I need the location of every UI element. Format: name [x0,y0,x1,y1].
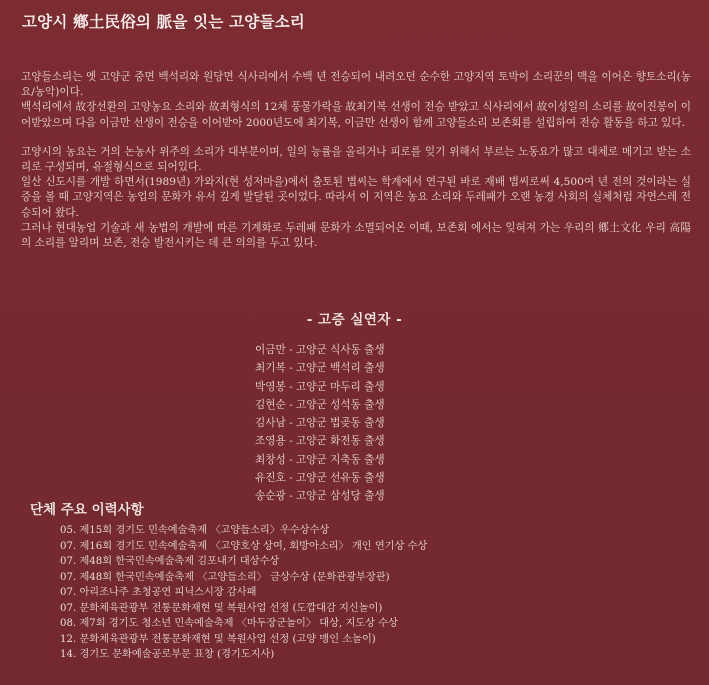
intro-paragraph [21,145,691,251]
intro-sentence: 일산 신도시를 개발 하면서(1989년) 가와지(현 성저마을)에서 출토된 볍씨는 학계에서 연구된 바로 재배 볍씨로써 4,500여 년 전의 것이라는 실증을 볼 때 고양지역은 농업의 문화가 유서 깊게 발달된 곳이었다. 따라서 이 지역은 농요 소리와 두레패가 오랜 농경 사회의 실체처럼 자연스레 전승되어 왔다. [21,176,691,219]
history-heading: 단체 주요 이력사항 [30,502,144,518]
intro-paragraph [21,70,691,131]
history-list [60,523,680,663]
history-item: 07. 제16회 경기도 민속예술축제 〈고양호상 상여, 회방아소리〉 개인 연기상 수상 [60,540,428,552]
intro-sentence: 백석리에서 故장선환의 고양농요 소리와 故최형식의 12채 풍물가락을 故최기복 선생이 전승 받았고 식사리에서 故이성일의 소리를 故이진봉이 이어받았으며 다음 이금만 선생이 전승을 이어받아 2000년도에 최기복, 이금만 선생이 함께 고양들소리 보존회를 설립하여 전승 활동을 하고 있다. [21,101,691,129]
performer-item: 이금만 - 고양군 식사동 출생 [255,344,385,356]
intro-text [21,70,691,265]
history-item: 14. 경기도 문화예술공로부문 표창 (경기도지사) [60,649,275,660]
performer-item: 최기복 - 고양군 백석리 출생 [255,362,385,375]
performer-item: 최창성 - 고양군 지축동 출생 [255,453,385,466]
history-item: 07. 제48회 한국민속예술축제 김포내기 대상수상 [60,556,280,567]
intro-sentence: 그러나 현대농업 기술과 새 농법의 개발에 따른 기계화로 두레패 문화가 소멸되어온 이때, 보존회 에서는 잊혀져 가는 우리의 鄕土文化 우리 高陽 의 소리를 알리며 보존, 전승 발전시키는 데 큰 의의를 두고 있다. [21,221,691,250]
history-item: 05. 제15회 경기도 민속예술축제 〈고양들소리〉우수상수상 [60,525,330,536]
performer-item: 김현순 - 고양군 성석동 출생 [255,398,385,411]
history-item: 07. 제48회 한국민속예술축제 〈고양들소리〉 금상수상 (문화관광부장관) [60,571,390,583]
history-item: 07. 문화체육관광부 전통문화재현 및 복원사업 선정 (도깝대감 지신놀이) [60,602,383,614]
performers-heading: - 고증 실연자 - [306,312,403,328]
performer-item: 송순광 - 고양군 삼성당 출생 [255,490,385,503]
intro-sentence: 고양시의 농요는 거의 논농사 위주의 소리가 대부분이며, 일의 능률을 올리거나 피로를 잊기 위해서 부르는 노동요가 많고 대체로 메기고 받는 소리로 구성되며, 유절형식으로 되어있다. [21,145,691,174]
intro-sentence: 고양들소리는 옛 고양군 중면 백석리와 원당면 식사리에서 수백 년 전승되어 내려오던 순수한 고양지역 토박이 소리꾼의 맥을 이어온 향토소리(농요/농악)이다. [21,71,691,99]
performer-item: 김사남 - 고양군 법곶동 출생 [255,417,385,430]
performers-list [255,341,475,506]
history-item: 12. 문화체육관광부 전통문화재현 및 복원사업 선정 (고양 맹인 소놀이) [60,633,376,645]
page-title: 고양시 鄕土民俗의 脈을 잇는 고양들소리 [22,13,305,31]
performer-item: 유진호 - 고양군 선유동 출생 [255,472,385,485]
performer-item: 조영용 - 고양군 화전동 출생 [255,435,385,448]
history-item: 07. 아리조나주 초청공연 피닉스시장 감사패 [60,587,257,598]
performer-item: 박영봉 - 고양군 마두리 출생 [255,380,385,393]
history-item: 08. 제7회 경기도 청소년 민속예술축제 〈마두장군놀이〉 대상, 지도상 수상 [60,618,398,629]
